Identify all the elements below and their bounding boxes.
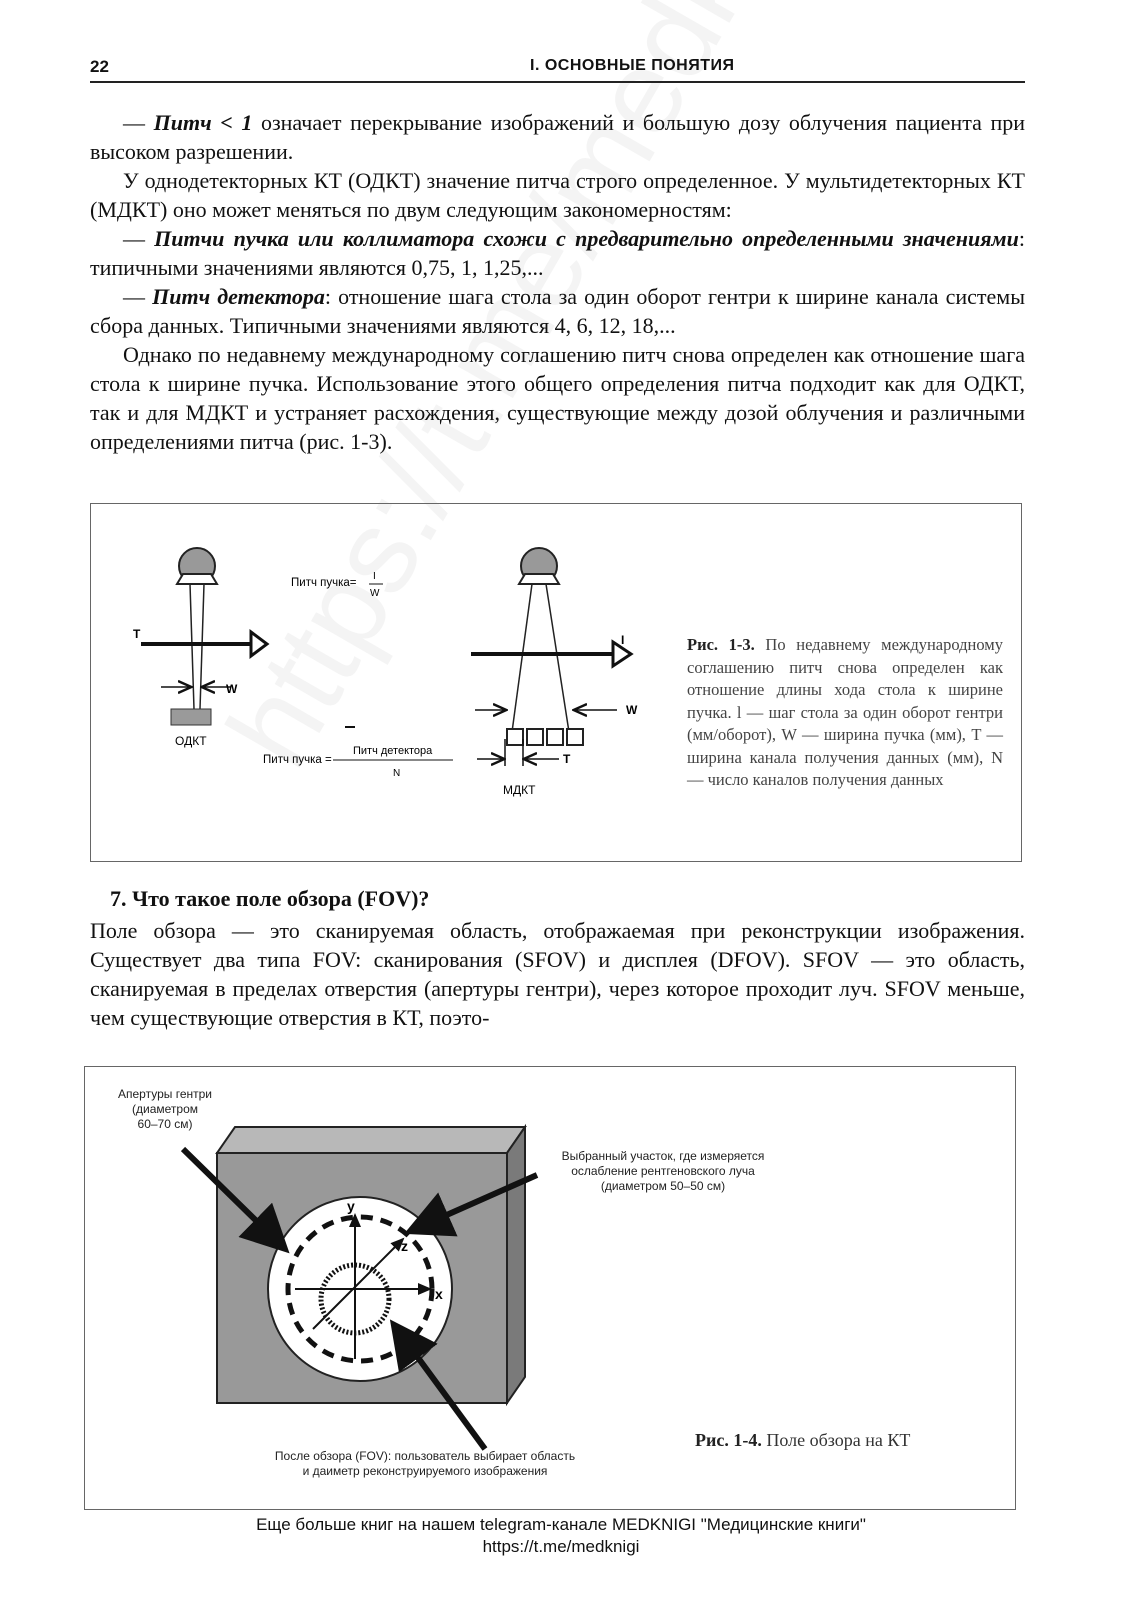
section-heading: 7. Что такое поле обзора (FOV)?	[110, 886, 430, 911]
figure-1-4	[84, 1066, 1016, 1510]
label-w-left: W	[226, 682, 238, 696]
axis-z: z	[401, 1238, 408, 1254]
paragraph-beam-pitch: — Питчи пучка или коллиматора схожи с предварительно определенными значениями: типичными значениями являются 0,75, 1, 1,25,...	[90, 226, 1025, 280]
formula1-den: W	[370, 588, 380, 599]
mdkt-diagram	[471, 548, 638, 797]
figure-1-4-caption	[695, 1430, 910, 1451]
gantry-top	[217, 1127, 525, 1153]
formula2-left: Питч пучка =	[263, 754, 332, 766]
figure-1-3-caption-label: Рис. 1-3.	[687, 635, 755, 654]
running-head: I. ОСНОВНЫЕ ПОНЯТИЯ	[530, 57, 735, 74]
label-fov: После обзора (FOV): пользователь выбирает область и даиметр реконструируемого изображения	[274, 1449, 576, 1478]
figure-1-3-caption-text: По недавнему международному соглашению питч снова определен как отношение длины хода стола к ширине пучка. l — шаг стола за один оборот гентри (мм/оборот), W — ширина пучка (мм), T — ширина канала получения данных (мм), N — число каналов получения данных	[687, 635, 1004, 789]
label-w-right: W	[626, 703, 638, 717]
footer-line-1: Еще больше книг на нашем telegram-канале MEDKNIGI "Медицинские книги"	[256, 1515, 866, 1534]
paragraph-international-agreement: Однако по недавнему международному соглашению питч снова определен как отношение шага стола к ширине пучка. Использование этого общего определения питча подходит как для ОДКТ, так и для МДКТ и устраняет расхождения, существующие между дозой облучения и различными определениями питча (рис. 1-3).	[90, 342, 1025, 454]
label-aperture: Апертуры гентри (диаметром 60–70 см)	[117, 1087, 212, 1131]
label-i: I	[621, 633, 625, 647]
axis-y: y	[347, 1198, 355, 1214]
label-t-right: T	[563, 752, 571, 766]
term-detector-pitch: Питч детектора	[152, 284, 325, 309]
figure-1-3	[90, 503, 1022, 862]
axis-x: x	[435, 1286, 443, 1302]
label-odkt: ОДКТ	[175, 734, 207, 748]
paragraph-fov: Поле обзора — это сканируемая область, отображаемая при реконструкции изображения. Существует два типа FOV: сканирования (SFOV) и дисплея (DFOV). SFOV — это область, сканируемая в пределах отверстия (апертуры гентри), через которое проходит луч. SFOV меньше, чем существующие отверстия в КТ, поэто-	[90, 918, 1025, 1030]
page-number: 22	[90, 57, 109, 76]
odkt-diagram	[133, 548, 267, 748]
paragraph-detector-pitch: — Питч детектора: отношение шага стола за один оборот гентри к ширине канала системы сбора данных. Типичными значениями являются 4, 6, 12, 18,...	[90, 284, 1026, 338]
label-mdkt: МДКТ	[503, 783, 536, 797]
section-7-text	[90, 916, 1025, 1032]
label-t-left: T	[133, 627, 141, 641]
formula2-den: N	[393, 768, 401, 779]
header-rule	[90, 81, 1025, 83]
gantry-side	[507, 1127, 525, 1403]
formula2-num: Питч детектора	[353, 745, 433, 757]
intro-text	[90, 108, 1025, 456]
figure-1-4-caption-text: Поле обзора на КТ	[761, 1430, 911, 1450]
page-header	[90, 55, 1025, 85]
term-beam-pitch: Питчи пучка или коллиматора схожи с предварительно определенными значениями	[154, 226, 1019, 251]
formula1-num: I	[373, 571, 376, 582]
figure-1-3-caption	[687, 634, 1003, 792]
paragraph-odkt-mdkt: У однодетекторных КТ (ОДКТ) значение питча строго определенное. У мультидетекторных КТ (МДКТ) оно может меняться по двум следующим закономерностям:	[90, 168, 1025, 222]
formula1-left: Питч пучка=	[291, 577, 357, 589]
footer	[0, 1514, 1122, 1558]
paragraph-pitch-less-than-one: — Питч < 1 означает перекрывание изображений и большую дозу облучения пациента при высоком разрешении.	[90, 110, 1025, 164]
label-selected-area: Выбранный участок, где измеряется ослабление рентгеновского луча (диаметром 50–50 см)	[561, 1149, 765, 1193]
figure-1-4-caption-label: Рис. 1-4.	[695, 1430, 762, 1450]
formula-detector-pitch	[263, 727, 453, 779]
term-pitch-lt-1: Питч < 1	[153, 110, 253, 135]
footer-link[interactable]: https://t.me/medknigi	[482, 1537, 640, 1556]
formula-beam-pitch	[291, 571, 383, 599]
